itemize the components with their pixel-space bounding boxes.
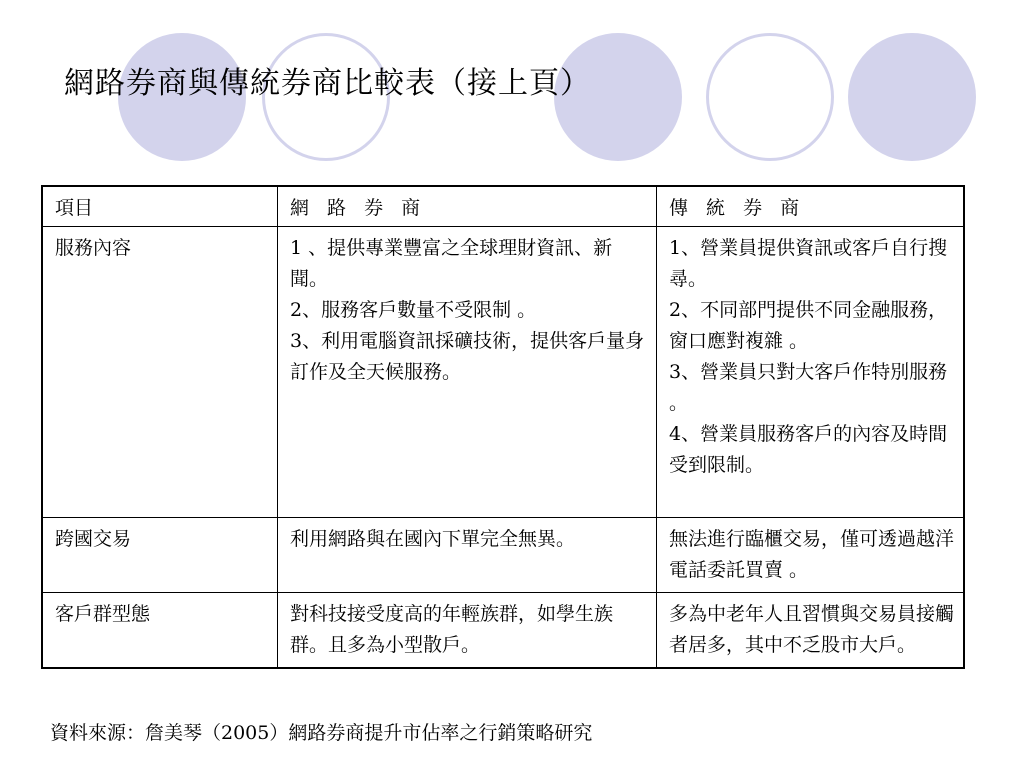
list-item: 3、利用電腦資訊採礦技術，提供客戶量身訂作及全天候服務。 xyxy=(290,330,645,383)
header-online-broker: 網 路 券 商 xyxy=(278,186,657,227)
row-label: 服務內容 xyxy=(42,227,278,518)
source-citation: 資料來源：詹美琴（2005）網路券商提升市佔率之行銷策略研究 xyxy=(50,722,593,744)
online-cell xyxy=(278,593,657,669)
list-item: 4、營業員服務客戶的內容及時間受到限制。 xyxy=(669,423,948,476)
online-cell xyxy=(278,227,657,518)
decorative-ring-2 xyxy=(706,33,834,161)
traditional-cell xyxy=(657,518,965,593)
list-item: 2、不同部門提供不同金融服務，窗口應對複雜 。 xyxy=(669,299,948,352)
traditional-cell xyxy=(657,593,965,669)
list-item: 利用網路與在國內下單完全無異。 xyxy=(290,528,576,550)
row-label: 跨國交易 xyxy=(42,518,278,593)
slide-title: 網路券商與傳統券商比較表（接上頁） xyxy=(64,66,591,101)
header-traditional-broker: 傳 統 券 商 xyxy=(657,186,965,227)
list-item: 1 、提供專業豐富之全球理財資訊、新聞。 xyxy=(290,237,613,290)
list-item: 1、營業員提供資訊或客戶自行搜尋。 xyxy=(669,237,948,290)
table-header-row xyxy=(42,186,964,227)
list-item: 2、服務客戶數量不受限制 。 xyxy=(290,299,537,321)
table-row xyxy=(42,227,964,518)
comparison-table xyxy=(41,185,965,669)
online-cell xyxy=(278,518,657,593)
list-item: 多為中老年人且習慣與交易員接觸者居多，其中不乏股市大戶。 xyxy=(669,603,955,656)
traditional-cell xyxy=(657,227,965,518)
list-item: 無法進行臨櫃交易，僅可透過越洋電話委託買賣 。 xyxy=(669,528,955,581)
decorative-circle-3 xyxy=(848,33,976,161)
list-item: 對科技接受度高的年輕族群，如學生族群。且多為小型散戶。 xyxy=(290,603,614,656)
row-label: 客戶群型態 xyxy=(42,593,278,669)
header-item: 項目 xyxy=(42,186,278,227)
list-item: 3、營業員只對大客戶作特別服務 。 xyxy=(669,361,948,414)
table-row xyxy=(42,518,964,593)
table-row xyxy=(42,593,964,669)
